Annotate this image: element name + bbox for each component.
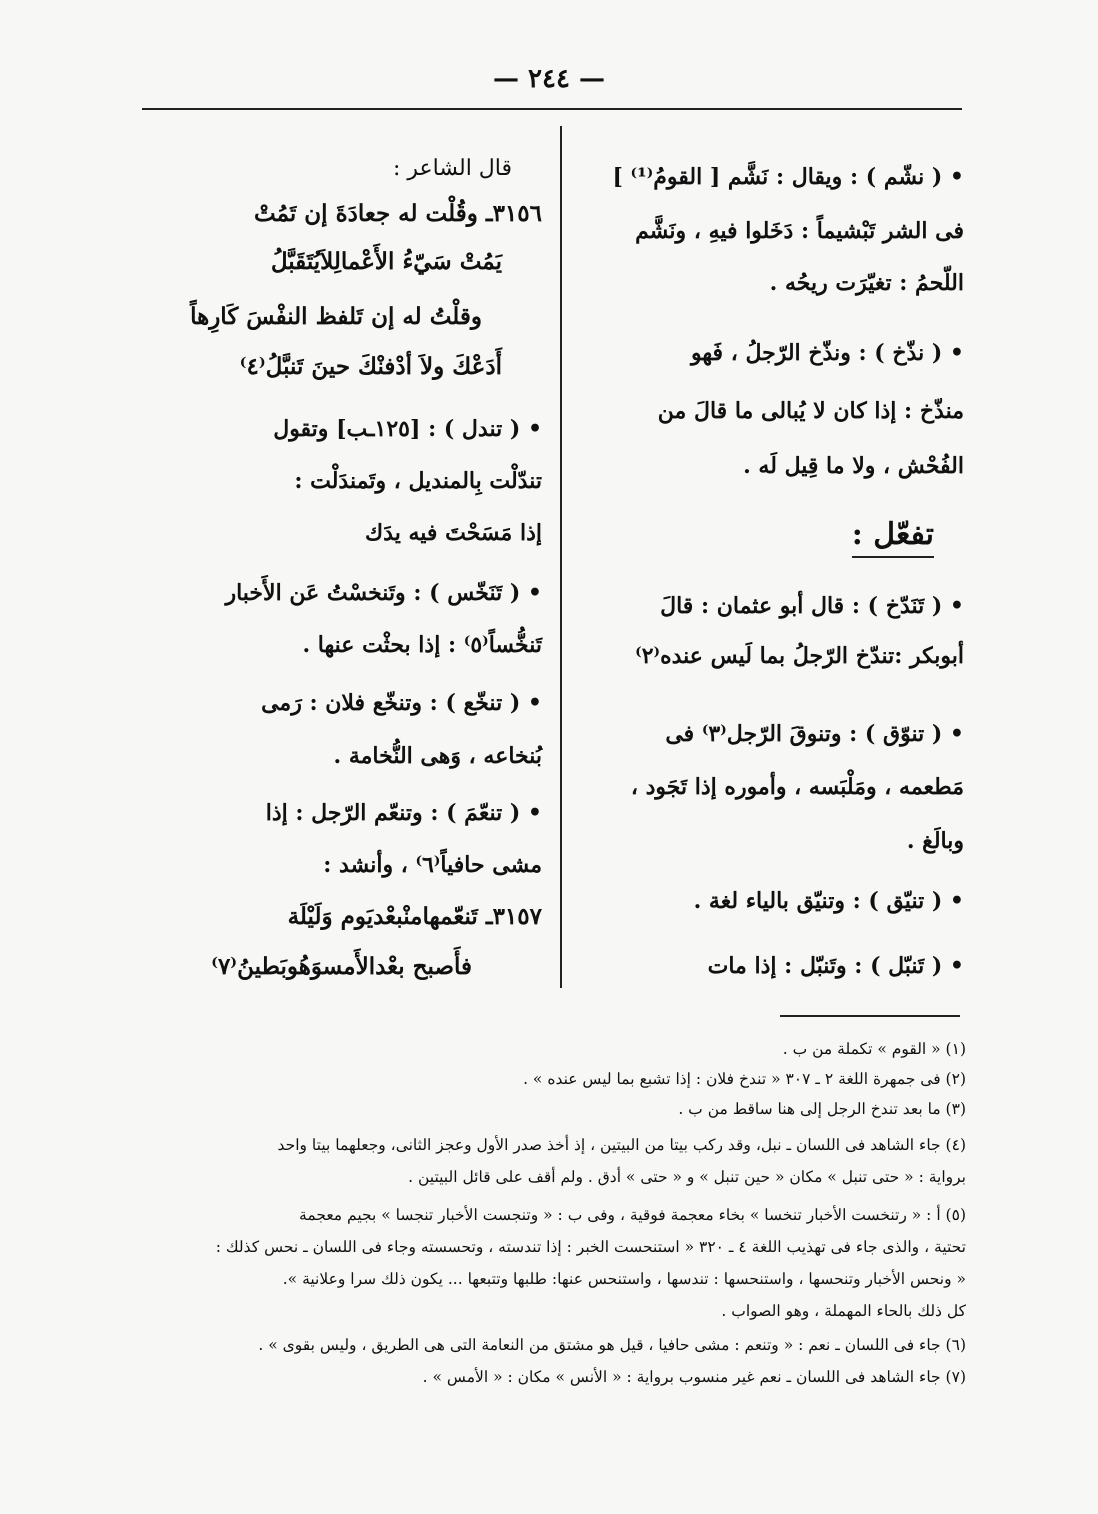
right-line-10: مَطعمه ، ومَلْبَسه ، وأموره إذا تَجَود ، (630, 774, 964, 800)
verse-3157-line-2: فأَصبح بعْدالأَمسوَهُوبَطينُ⁽٧⁾ (211, 953, 472, 980)
right-line-12: • ( تنيّق ) : وتنيّق بالياء لغة . (693, 888, 964, 914)
verse-3157-line-1: ٣١٥٧ـ تَنعّمهامنْبعْديَوم وَلَيْلَة (287, 903, 542, 930)
right-line-5: منذّخ : إذا كان لا يُبالى ما قالَ من (657, 398, 964, 424)
right-line-3: اللّحمُ : تغيّرَت ريحُه . (769, 270, 964, 296)
section-heading: تفعّل : (852, 520, 934, 558)
footnote-5b: تحتية ، والذى جاء فى تهذيب اللغة ٤ ـ ٣٢٠ « استنحست الخبر : إذا تندسته ، وتحسسته وجاء فى اللسان ـ نحس كذلك : (215, 1238, 966, 1256)
footnote-4a: (٤) جاء الشاهد فى اللسان ـ نبل، وقد ركب بيتا من البيتين ، إذ أخذ صدر الأول وعجز الثانى، وجعلهما بيتا واحد (277, 1136, 966, 1154)
verse-3156-line-4: أَدَعْكَ ولاَ أدْفنْكَ حينَ تَنبَّلُ⁽٤⁾ (239, 353, 502, 380)
right-line-2: فى الشر تَبْشيماً : دَخَلوا فيهِ ، ونَشَّم (635, 218, 964, 244)
footnote-rule (780, 1015, 960, 1017)
footnote-2: (٢) فى جمهرة اللغة ٢ ـ ٣٠٧ « تندخ فلان : إذا تشبع بما ليس عنده » . (523, 1070, 966, 1088)
footnote-5a: (٥) أ : « رتنخست الأخبار تنخسا » بخاء معجمة فوقية ، وفى ب : « وتنجست الأخبار تنجسا » بجيم معجمة (299, 1206, 966, 1224)
footnote-5d: كل ذلك بالحاء المهملة ، وهو الصواب . (721, 1302, 966, 1320)
right-line-8: أبوبكر :تندّخ الرّجلُ بما لَيس عنده⁽٢⁾ (635, 643, 964, 669)
left-line-7: تندّلْت بِالمنديل ، وتَمندَلْت : (294, 468, 542, 494)
page-number: — ٢٤٤ — (492, 64, 606, 94)
left-line-9: • ( تَنَخّس ) : وتَنخسْتُ عَن الأَخبار (225, 580, 542, 606)
left-line-13: • ( تنعّمَ ) : وتنعّم الرّجل : إذا (265, 800, 542, 826)
left-line-14: مشى حافياً⁽٦⁾ ، وأنشد : (323, 852, 542, 878)
right-line-11: وبالَغ . (906, 828, 964, 854)
header-rule (142, 108, 962, 110)
footnote-7: (٧) جاء الشاهد فى اللسان ـ نعم غير منسوب برواية : « الأنس » مكان : « الأمس » . (422, 1368, 966, 1386)
right-line-4: • ( نذّخ ) : ونذّخ الرّجلُ ، فَهو (691, 340, 964, 366)
right-line-13: • ( تَنبّل ) : وتَنبّل : إذا مات (707, 953, 964, 979)
footnote-3: (٣) ما بعد تندخ الرجل إلى هنا ساقط من ب . (678, 1100, 966, 1118)
right-line-9: • ( تنوّق ) : وتنوقَ الرّجل⁽٣⁾ فى (665, 721, 964, 747)
right-line-7: • ( تَنَدّخ ) : قال أبو عثمان : قالَ (660, 593, 964, 619)
left-line-12: بُنخاعه ، وَهى النُّخامة . (333, 743, 542, 769)
footnote-6: (٦) جاء فى اللسان ـ نعم : « وتنعم : مشى حافيا ، قيل هو مشتق من النعامة التى هى الطريق ، وليس بقوى » . (258, 1336, 966, 1354)
left-line-10: تَنخُّساً⁽٥⁾ : إذا بحثْت عنها . (302, 632, 542, 658)
right-line-1: • ( نشّم ) : ويقال : نَشَّم [ القومُ⁽¹⁾ ] (612, 164, 964, 190)
left-line-8: إذا مَسَحْتَ فيه يدَك (365, 520, 542, 546)
footnote-4b: برواية : « حتى تنبل » مكان « حين تنبل » و « حتى » أدق . ولم أقف على قائل البيتين . (408, 1168, 966, 1186)
right-line-6: الفُحْش ، ولا ما قِيل لَه . (743, 453, 964, 479)
column-divider (560, 126, 562, 988)
left-line-11: • ( تنخّع ) : وتنخّع فلان : رَمى (261, 690, 542, 716)
left-line-6: • ( تندل ) : [١٢٥ـب] وتقول (273, 416, 542, 442)
left-line-1: قال الشاعر : (392, 156, 512, 181)
footnote-1: (١) « القوم » تكملة من ب . (782, 1040, 966, 1058)
verse-3156-line-1: ٣١٥٦ـ وقُلْت له جعادَةَ إن تَمُتْ (253, 200, 542, 227)
verse-3156-line-3: وقلْتُ له إن تَلفظ النفْسَ كَارِهاً (190, 303, 482, 330)
verse-3156-line-2: يَمُتْ سَيّءُ الأَعْمالِلاَيُتَقَبَّلُ (270, 248, 502, 275)
footnote-5c: « ونحس الأخبار وتنحسها ، واستنحسها : تندسها ، واستنحس عنها: طلبها وتتبعها ... يكون ذلك سرا وعلانية ». (282, 1270, 966, 1288)
